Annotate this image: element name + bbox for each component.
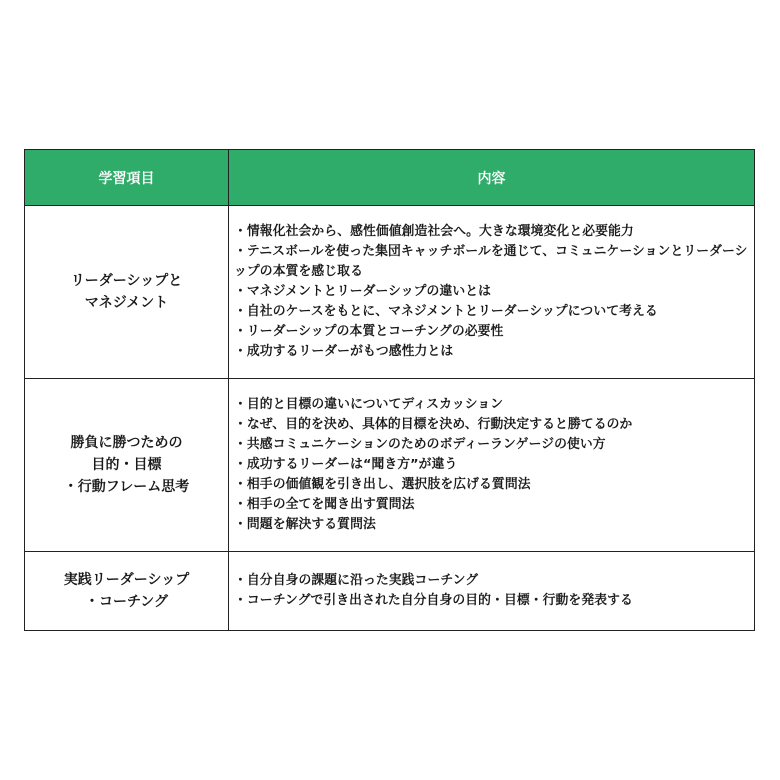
table-row [25,379,755,552]
topic-cell [25,206,229,379]
topic-cell [25,552,229,631]
topic-line: 実践リーダーシップ [63,572,190,588]
list-item: ・自社のケースをもとに、マネジメントとリーダーシップについて考える [234,304,658,319]
list-item: ・テニスボールを使った集団キャッチボールを通じて、コミュニケーションとリーダーシップの本質を感じ取る [234,244,748,279]
content-list [229,571,754,611]
header-topic: 学習項目 [25,150,229,206]
topic-line: リーダーシップと [70,273,183,289]
list-item: ・マネジメントとリーダーシップの違いとは [234,284,492,299]
list-item: ・相手の価値観を引き出し、選択肢を広げる質問法 [234,477,531,492]
list-item: ・成功するリーダーがもつ感性力とは [234,344,454,359]
content-list [229,222,754,362]
list-item: ・目的と目標の違いについてディスカッション [234,397,504,412]
list-item: ・なぜ、目的を決め、具体的目標を決め、行動決定すると勝てるのか [234,417,633,432]
header-row [25,150,755,206]
header-content: 内容 [229,150,755,206]
list-item: ・問題を解決する質問法 [234,517,376,532]
table-header [25,150,755,206]
topic-line: ・コーチング [84,594,169,610]
content-list [229,395,754,535]
list-item: ・共感コミュニケーションのためのボディーランゲージの使い方 [234,437,606,452]
list-item: ・情報化社会から、感性価値創造社会へ。大きな環境変化と必要能力 [234,224,634,239]
curriculum-table [24,149,755,631]
topic-line: マネジメント [84,295,169,311]
table-row [25,552,755,631]
table-row [25,206,755,379]
topic-line: 目的・目標 [91,457,162,473]
topic-cell [25,379,229,552]
list-item: ・リーダーシップの本質とコーチングの必要性 [234,324,504,339]
topic-line: 勝負に勝つための [70,435,183,451]
topic-line: ・行動フレーム思考 [63,479,190,495]
content-cell [229,206,755,379]
list-item: ・相手の全てを聞き出す質問法 [234,497,415,512]
content-cell [229,552,755,631]
content-cell [229,379,755,552]
list-item: ・コーチングで引き出された自分自身の目的・目標・行動を発表する [234,593,633,608]
list-item: ・成功するリーダーは“聞き方”が違う [234,457,458,472]
list-item: ・自分自身の課題に沿った実践コーチング [234,573,479,588]
